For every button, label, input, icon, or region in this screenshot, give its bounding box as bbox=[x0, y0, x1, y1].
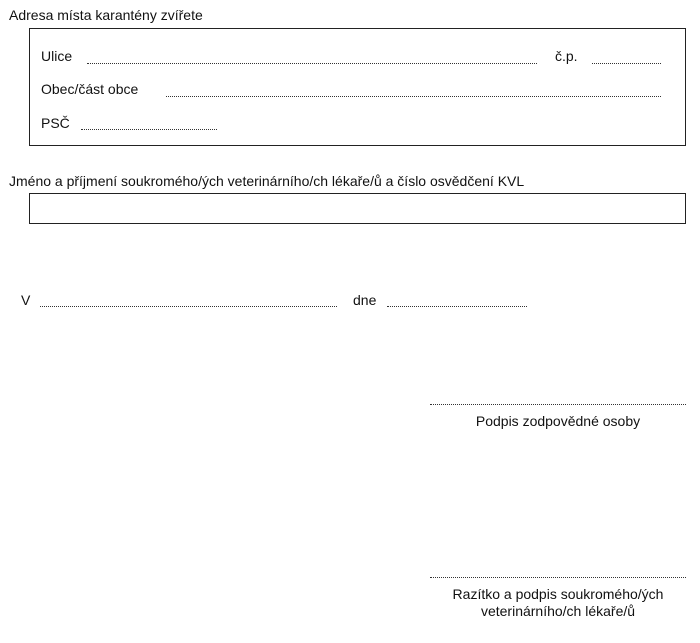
address-box bbox=[29, 28, 686, 146]
place-label: V bbox=[21, 292, 31, 308]
vet-stamp-label-line2: veterinárního/ch lékaře/ů bbox=[480, 603, 636, 619]
street-label: Ulice bbox=[41, 48, 73, 64]
municipality-label: Obec/část obce bbox=[41, 81, 139, 97]
date-field[interactable] bbox=[387, 306, 527, 307]
house-number-label: č.p. bbox=[555, 48, 578, 64]
responsible-signature-line[interactable] bbox=[430, 404, 686, 405]
house-number-field[interactable] bbox=[592, 63, 661, 64]
place-field[interactable] bbox=[40, 306, 337, 307]
municipality-field[interactable] bbox=[166, 96, 661, 97]
responsible-signature-label: Podpis zodpovědné osoby bbox=[475, 413, 641, 429]
address-section-title: Adresa místa karantény zvířete bbox=[9, 7, 203, 23]
vet-section-title: Jméno a příjmení soukromého/ých veterinárního/ch lékaře/ů a číslo osvědčení KVL bbox=[9, 173, 525, 189]
street-field[interactable] bbox=[87, 63, 537, 64]
postcode-label: PSČ bbox=[41, 115, 70, 131]
vet-stamp-line[interactable] bbox=[430, 577, 686, 578]
vet-name-field[interactable] bbox=[29, 193, 686, 224]
date-label: dne bbox=[353, 292, 377, 308]
vet-stamp-label-line1: Razítko a podpis soukromého/ých bbox=[452, 586, 664, 602]
postcode-field[interactable] bbox=[81, 129, 217, 130]
